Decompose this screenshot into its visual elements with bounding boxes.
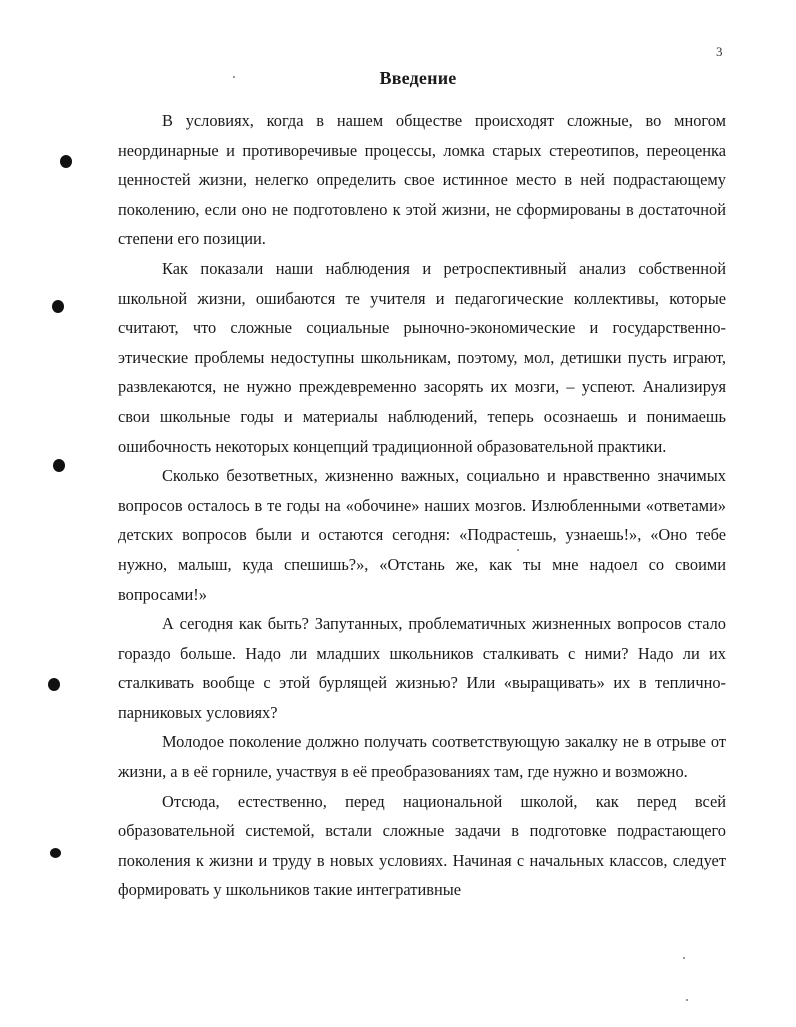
paragraph-2: Как показали наши наблюдения и ретроспективный анализ собственной школьной жизни, ошибаются те учителя и педагогические коллективы, которые считают, что сложные социальные рыночно-экономические и государственно-этические проблемы недоступны школьникам, поэтому, мол, детишки пусть играют, развлекаются, не нужно преждевременно засорять их мозги, – успеют. Анализируя свои школьные годы и материалы наблюдений, теперь осознаешь и понимаешь ошибочность некоторых концепций традиционной образовательной практики. xyxy=(118,258,726,456)
punch-hole-mark xyxy=(50,848,61,858)
punch-hole-mark xyxy=(48,678,60,691)
punch-hole-mark xyxy=(52,300,64,313)
document-body xyxy=(118,106,726,905)
scan-speck xyxy=(517,549,519,551)
scan-speck xyxy=(686,999,688,1001)
paragraph-3: Сколько безответных, жизненно важных, социально и нравственно значимых вопросов осталось в те годы на «обочине» наших мозгов. Излюбленными «ответами» детских вопросов были и остаются сегодня: «Подрастешь, узнаешь!», «Оно тебе нужно, малыш, куда спешишь?», «Отстань же, как ты мне надоел со своими вопросами!» xyxy=(118,466,726,604)
paragraph-5: Молодое поколение должно получать соответствующую закалку не в отрыве от жизни, а в её горниле, участвуя в её преобразованиях там, где нужно и возможно. xyxy=(118,732,726,782)
page-number: 3 xyxy=(716,44,723,59)
paragraph-6: Отсюда, естественно, перед национальной школой, как перед всей образовательной системой, встали сложные задачи в подготовке подрастающего поколения к жизни и труду в новых условиях. Начиная с начальных классов, следует формировать у школьников такие интегративные xyxy=(118,791,726,900)
page-title: Введение xyxy=(379,68,457,88)
punch-hole-mark xyxy=(60,155,72,168)
paragraph-4: А сегодня как быть? Запутанных, проблематичных жизненных вопросов стало гораздо больше. Надо ли младших школьников сталкивать с ними? Надо ли их сталкивать вообще с этой бурлящей жизнью? Или «выращивать» их в теплично-парниковых условиях? xyxy=(118,614,726,722)
paragraph-1: В условиях, когда в нашем обществе происходят сложные, во многом неординарные и противоречивые процессы, ломка старых стереотипов, переоценка ценностей жизни, нелегко определить свое истинное место в ней подрастающему поколению, если оно не подготовлено к этой жизни, не сформированы в достаточной степени его позиции. xyxy=(118,111,726,249)
scan-speck xyxy=(233,76,235,78)
scan-speck xyxy=(683,957,685,959)
punch-hole-mark xyxy=(53,459,65,472)
